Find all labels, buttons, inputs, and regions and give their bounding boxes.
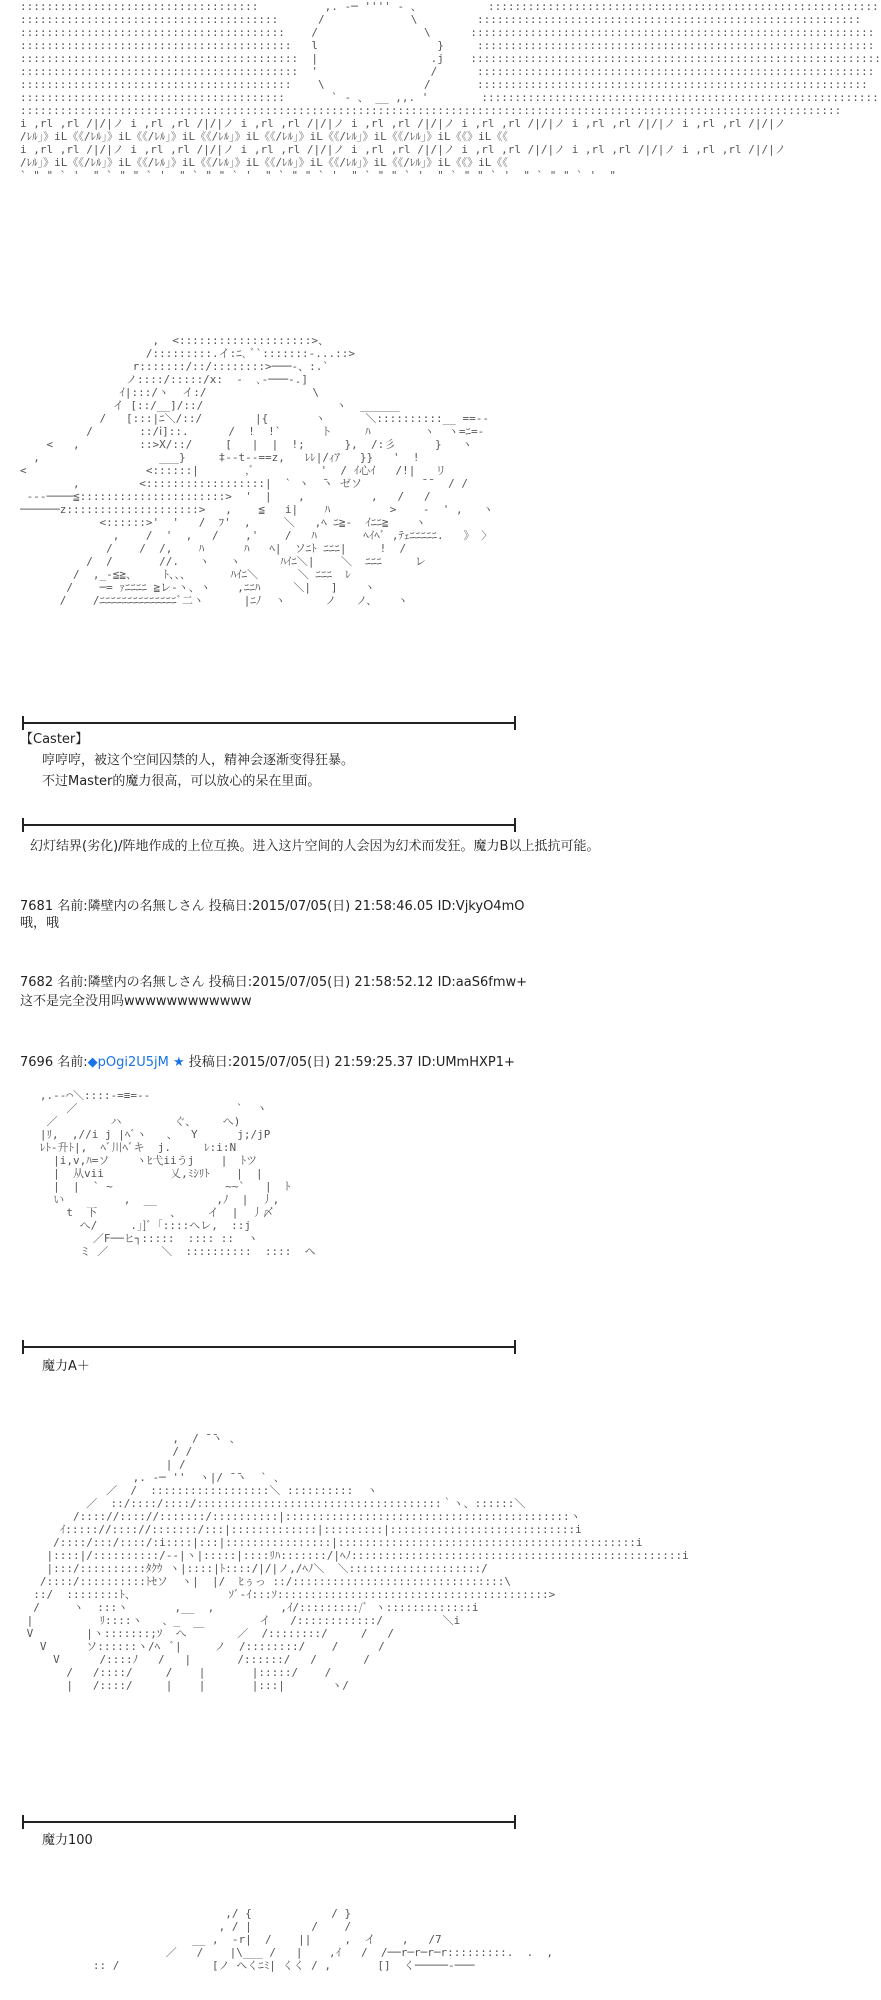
dialogue-line: 不过Master的魔力很高，可以放心的呆在里面。: [42, 774, 321, 789]
stat-text: 魔力100: [42, 1833, 93, 1848]
name-label: 名前:: [57, 1055, 88, 1070]
post-header: [20, 1054, 515, 1072]
date-label: 投稿日:: [208, 899, 253, 914]
post-body: 这不是完全没用吗wwwwwwwwwwww: [20, 994, 252, 1009]
post-number: 7681: [20, 899, 54, 914]
name-label: 名前:: [57, 975, 88, 990]
stat-text: 魔力A＋: [42, 1359, 90, 1374]
ascii-art-caster: , <::::::::::::::::::::>、 /:::::::::.イ:ﾆ､ ﾞ`:::::::-...::> r:::::::/::/::::::::>───-、:.` ノ::::/:::::/x: - ､-───-.] ｲ|:::/ヽ イ:/ \ イ [::/__]/::/ ヽ ______ / [:::|ﾆ＼/::/ |{ ヽ ＼::::::::::__ ==-- / ::/ⅰ]::. / ! !` ト ﾊ ヽ ヽ=ﾆ=- < , ::>X/::/ [ | | !; }, /:彡 } ヽ , ___} ‡--t--==z, ﾚﾚ|/ｨｱ }} ' ! < <::::::| ,ﾞ ' / ｲ心ｲ /!| リ , <::::::::::::::::::| ` ヽ ̄ヽ ゼソ ̄ ̄ / / ---────≦::::::::::::::::::::::> ' | , , / / ──────z::::::::::::::::::::> , ≦ i| ﾊ > - ' , ヽ <::::::>' ' / ﾌ' , ＼ ,ﾍ ﾆ≧- ｲﾆﾆ≧ ヽ , / ' , / ,' / ﾊ ﾍｲﾍﾞ ,ﾃｪﾆﾆﾆﾆﾆ. 》 〉 / / /, ﾊ ﾊ ﾍ| ソﾆﾄ ﾆﾆﾆ| ! / / / //. ヽ ヽ ﾊｲﾆ＼| ＼ ﾆﾆﾆ レ / ,_-≦≧、 ﾄ、、、 ﾊｲﾆ＼ ＼ ﾆﾆﾆ ﾚ / ─= ｧﾆﾆﾆﾆ ≧レ-ヽ、ヽ ,ﾆﾆﾊ ＼| ] ヽ / /ﾆﾆﾆﾆﾆﾆﾆﾆﾆﾆﾆﾆﾆﾆﾞ二ヽ |ﾆﾉ ヽ ノ ノ、 ヽ: [20, 334, 494, 607]
ascii-art-girl-large: , / ̄ ̄ヽ 、 / / | / ,. -─ '' ヽ|/ ̄ ̄ヽ ` 、 ／ / ::::::::::::::::::＼ :::::::::: ヽ ／ ::/::::/::::/:::::::::::::::::::::::::::::::::::::｀ヽ、::::::＼ /:::://:::://:::::::/::::::::::|:::::::::::::::::::::::::::::::::::::::::::ヽ ｲ::::://:::://:::::::/:::|:::::::::::::|:::::::::|::::::::::::::::::::::::::::i /::::/:::/::::/:i::::|:::|::::::::::::::::|:::::::::::::::::::::::::::::::::::::::::::::i |::::|/::::::::::/--|ヽ|:::::|::::ﾘﾊ:::::::/|ﾍﾉ::::::::::::::::::::::::::::::::::::::::::::::::::i |:::/::::::::::ﾀｸｳ ヽ|::::|ﾄ::::/|/|ノ,/ﾍﾉ＼ ＼::::::::::::::::::::/ /::::/::::::::::ﾄｾソ ヽ| |/ ﾋぅっ ::/::::::::::::::::::::::::::::::::\ ::/ ::::::::ﾄ、 ｿﾞ-ｲ:::ｿ:::::::::::::::::::::::::::::::::::::::::> / ヽ :::ヽ ,__ , ,ｲ/:::::::::/ﾞ ヽ:::::::::::::i | ﾘ::::ヽ 、_ イ /::::::::::::/ ＼i V |ヽ:::::::;ｿ へ ￣ ／ /::::::::/ / / V ソ::::::ヽ/ﾍ ﾞ| ノ /::::::::/ / / V /::::ﾉ / | /::::::/ / / / /::::/ / | |:::::/ / | /::::/ | | |:::| ヽ/: [26, 1432, 689, 1692]
post-number: 7682: [20, 975, 54, 990]
name-label: 名前:: [57, 899, 88, 914]
post-id: ID:UMmHXP1+: [417, 1055, 515, 1070]
skill-description: 幻灯结界(劣化)/阵地作成的上位互换。进入这片空间的人会因为幻术而发狂。魔力B以上抵抗可能。: [30, 839, 600, 854]
separator-line: [22, 1821, 516, 1823]
ascii-art-girl-small: ,.-‐⌒＼::::-=≡=-- ／ ` ヽ ／ ハ ぐ、 へ) |ﾘ, ,//i j |ﾍﾞヽ 、 Y j;/jP ﾚﾄ-升ﾄ|, ﾍﾞ川ﾍﾞキ j. ﾚ:i:N |i,v,ﾊ=ソ ヽﾋ弋iiうj | ﾄツ | 从vii 乂,ﾐｼﾘﾄ | | | | ` ~ ~~` | ﾄ い , __ ,ﾉ | 丿, t 下 、 イ | 丿〆 へ/ .」]ﾞ「::::へレ, ::j ／F──ヒ┐::::: :::: :: ヽ ミ ／ ＼ :::::::::: :::: ヘ: [39, 1089, 316, 1258]
post-date: 2015/07/05(日) 21:58:46.05: [252, 899, 434, 914]
separator-line: [22, 1346, 516, 1348]
poster-name: 隣壁内の名無しさん: [87, 975, 205, 990]
ascii-art-sun-banner: :::::::::::::::::::::::::::::::::::: ,. -─ '''' - 、 ::::::::::::::::::::::::::::::::::::::::::::::::::::::::::: ::::::::::::::::::::::::::::::::::::::: / \ :::::::::::::::::::::::::::::::::::::::::::::::::::::::::: :::::::::::::::::::::::::::::::::::::::: / \ ::::::::::::::::::::::::::::::::::::::::::::::::::::::::::::: ::::::::::::::::::::::::::::::::::::::::: l } :::::::::::::::::::::::::::::::::::::::::::::::::::::::::::: :::::::::::::::::::::::::::::::::::::::::: | .j :::::::::::::::::::::::::::::::::::::::::::::::::::::::::::::: :::::::::::::::::::::::::::::::::::::::::: ' / :::::::::::::::::::::::::::::::::::::::::::::::::::::::::::: ::::::::::::::::::::::::::::::::::::::::: \ / ::::::::::::::::::::::::::::::::::::::::::::::::::::::::::: :::::::::::::::::::::::::::::::::::::::: ` - 、 __ ,,. ' :::::::::::::::::::::::::::::::::::::::::::::::::::::::::::: :::::::::::::::::::::::::::::::::::::::::::::::::::::::::::::::::::::::::::::::::::::::::::::::::::::::::::::::::::::::::::: i ,rl ,rl /|/|ノ i ,rl ,rl /|/|ノ i ,rl ,rl /|/|ノ i ,rl ,rl /|/|ノ i ,rl ,rl /|/|ノ i ,rl ,rl /|/|ノ i ,rl ,rl /|/|ノ /ﾚﾙ」》iL《《/ﾚﾙ」》iL《《/ﾚﾙ」》iL《《/ﾚﾙ」》iL《《/ﾚﾙ」》iL《《/ﾚﾙ」》iL《《/ﾚﾙ」》iL《《》iL《《 i ,rl ,rl /|/|ノ i ,rl ,rl /|/|ノ i ,rl ,rl /|/|ノ i ,rl ,rl /|/|ノ i ,rl ,rl /|/|ノ i ,rl ,rl /|/|ノ i ,rl ,rl /|/|ノ /ﾚﾙ」》iL《《/ﾚﾙ」》iL《《/ﾚﾙ」》iL《《/ﾚﾙ」》iL《《/ﾚﾙ」》iL《《/ﾚﾙ」》iL《《/ﾚﾙ」》iL《《》iL《《 ` " " ` ' " ` " " ` ' " ` " " ` ' " ` " " ` ' " ` " " ` ' " ` " " ` ' " ` " " ` ' ": [20, 0, 881, 182]
dialogue-line: 哼哼哼，被这个空间囚禁的人，精神会逐渐变得狂暴。: [42, 753, 355, 768]
date-label: 投稿日:: [188, 1055, 233, 1070]
poster-name: 隣壁内の名無しさん: [87, 899, 205, 914]
post-id: ID:VjkyO4mO: [437, 899, 525, 914]
post-date: 2015/07/05(日) 21:59:25.37: [232, 1055, 414, 1070]
post-body: 哦，哦: [20, 916, 60, 931]
star-icon: ★: [173, 1055, 185, 1070]
speaker-label: 【Caster】: [20, 732, 89, 747]
post-header: [20, 898, 524, 916]
poster-trip-name: ◆pOgi2U5jM: [87, 1055, 169, 1070]
separator-line: [22, 824, 516, 826]
post-id: ID:aaS6fmw+: [437, 975, 528, 990]
separator-line: [22, 722, 516, 724]
post-header: [20, 974, 527, 992]
post-date: 2015/07/05(日) 21:58:52.12: [252, 975, 434, 990]
ascii-art-bottom: ,/ { / } , / | / / __ , -r| / || , イ , /7 ／ / |\___ / | ,ｲ / /──r─r─r─r:::::::::. . , :: / [ノ ヘくﾆﾐ| くく / , [] く─────-───: [92, 1907, 554, 1972]
date-label: 投稿日:: [208, 975, 253, 990]
post-number: 7696: [20, 1055, 54, 1070]
